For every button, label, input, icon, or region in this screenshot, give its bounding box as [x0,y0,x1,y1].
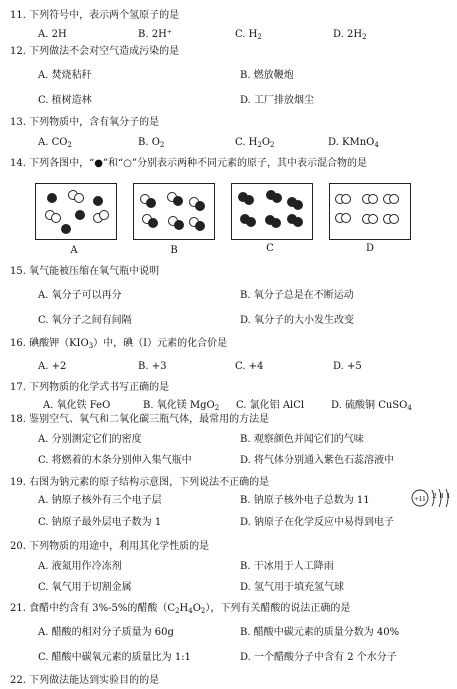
q17-stem: 17. 下列物质的化学式书写正确的是 [10,382,170,393]
q22-stem: 22. 下列做法能达到实验目的的是 [10,675,160,686]
q15-option-b[interactable]: B. 氧分子总是在不断运动 [240,290,354,301]
q11-stem: 11. 下列符号中，表示两个氢原子的是 [10,10,180,21]
molecule-diagram-c [232,184,314,241]
shell-3-electrons: 1 [446,491,451,500]
shell-2-electrons: 8 [439,491,444,500]
molecule-diagram-b [134,184,216,241]
q12-option-c[interactable]: C. 植树造林 [38,95,92,106]
q13-option-a[interactable]: A. $CO_2$ [38,137,72,149]
q18-stem: 18. 鉴别空气、氧气和二氧化碳三瓶气体，最常用的方法是 [10,414,270,425]
q19-stem: 19. 右图为钠元素的原子结构示意图，下列说法不正确的是 [10,477,270,488]
q11-option-a[interactable]: A. 2H [38,29,67,40]
q14-diagram-d[interactable] [329,183,411,240]
q18-option-d[interactable]: D. 将气体分别通入紫色石蕊溶液中 [240,455,395,466]
q20-stem: 20. 下列物质的用途中，利用其化学性质的是 [10,541,210,552]
q19-option-b[interactable]: B. 钠原子核外电子总数为 11 [240,495,370,506]
q13-option-b[interactable]: B. $O_2$ [138,137,165,149]
q21-option-b[interactable]: B. 醋酸中碳元素的质量分数为 40% [240,627,400,638]
q17-option-b[interactable]: B. 氧化镁 MgO$_2$ [143,400,220,412]
q17-option-a[interactable]: A. 氧化铁 FeO [43,400,111,411]
q16-option-c[interactable]: C. +4 [235,361,264,372]
q20-option-c[interactable]: C. 氧气用于切割金属 [38,582,132,593]
q11-option-b[interactable]: B. 2H⁺ [138,29,173,40]
q16-option-a[interactable]: A. +2 [38,361,67,372]
q21-option-a[interactable]: A. 醋酸的相对分子质量为 60g [38,627,174,638]
q18-option-a[interactable]: A. 分别测定它们的密度 [38,434,142,445]
q14-label-a: A [70,245,78,256]
q14-diagram-c[interactable] [231,183,313,240]
q19-option-d[interactable]: D. 钠原子在化学反应中易得到电子 [240,517,395,528]
q18-option-b[interactable]: B. 观察颜色并闻它们的气味 [240,434,364,445]
q12-option-b[interactable]: B. 燃放鞭炮 [240,70,294,81]
q20-option-d[interactable]: D. 氢气用于填充氢气球 [240,582,345,593]
q12-option-a[interactable]: A. 焚烧秸秆 [38,70,92,81]
q16-stem: 16. 碘酸钾$(KIO_3)$中，碘（I）元素的化合价是 [10,338,228,350]
molecule-diagram-a [36,184,118,241]
q21-option-d[interactable]: D. 一个醋酸分子中含有 2 个水分子 [240,652,397,663]
q20-option-b[interactable]: B. 干冰用于人工降雨 [240,561,334,572]
q11-option-d[interactable]: D. $2H_2$ [333,29,367,41]
q20-option-a[interactable]: A. 液氮用作冷冻剂 [38,561,122,572]
q14-stem: 14. 下列各图中，“●”和“○”分别表示两种不同元素的原子，其中表示混合物的是 [10,158,367,169]
nucleus-charge: +11 [414,494,426,503]
q21-stem: 21. 食醋中约含有 3%-5%的醋酸$(C_2H_4O_2)$，下列有关醋酸的说法正确的是 [10,603,351,615]
q12-option-d[interactable]: D. 工厂排放烟尘 [240,95,315,106]
q18-option-c[interactable]: C. 将燃着的木条分别伸入集气瓶中 [38,455,192,466]
q19-option-c[interactable]: C. 钠原子最外层电子数为 1 [38,517,162,528]
q15-stem: 15. 氧气能被压缩在氧气瓶中说明 [10,266,160,277]
q15-option-c[interactable]: C. 氧分子之间有间隔 [38,315,132,326]
q14-diagram-b[interactable] [133,183,215,240]
molecule-diagram-d [330,184,412,241]
sodium-atom-structure-diagram [408,486,454,510]
q17-option-d[interactable]: D. 硫酸铜 CuSO$_4$ [331,400,412,412]
q13-option-d[interactable]: D. KMnO$_4$ [328,137,379,149]
q15-option-a[interactable]: A. 氧分子可以再分 [38,290,122,301]
q11-option-c[interactable]: C. $H_2$ [235,29,262,41]
q16-option-b[interactable]: B. +3 [138,361,167,372]
q16-option-d[interactable]: D. +5 [333,361,362,372]
q12-stem: 12. 下列做法不会对空气造成污染的是 [10,46,180,57]
shell-1-electrons: 2 [432,491,437,500]
q17-option-c[interactable]: C. 氯化铝 AlCl [236,400,305,411]
q13-stem: 13. 下列物质中，含有氧分子的是 [10,117,160,128]
q14-label-b: B [170,245,178,256]
q14-label-c: C [266,243,274,254]
q14-diagram-a[interactable] [35,183,117,240]
q19-option-a[interactable]: A. 钠原子核外有三个电子层 [38,495,162,506]
q15-option-d[interactable]: D. 氧分子的大小发生改变 [240,315,355,326]
q13-option-c[interactable]: C. $H_2O_2$ [235,137,275,149]
q21-option-c[interactable]: C. 醋酸中碳氧元素的质量比为 1:1 [38,652,191,663]
q14-label-d: D [365,243,375,254]
